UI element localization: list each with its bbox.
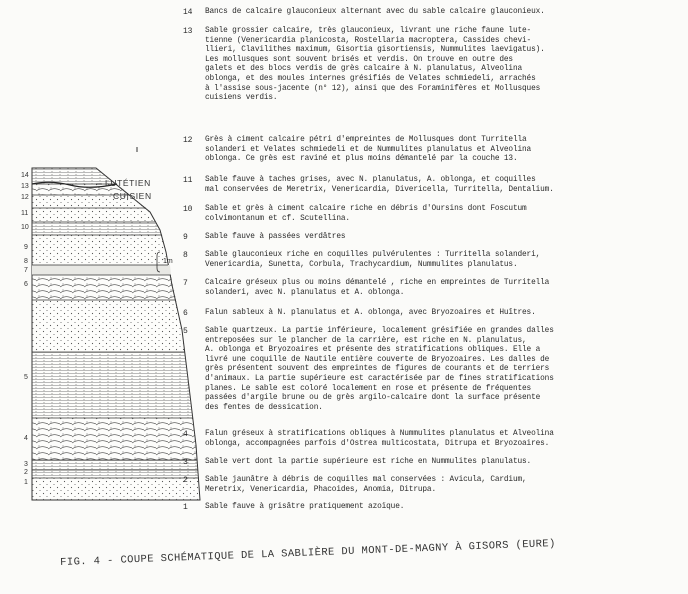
layer-2: [183, 476, 527, 495]
column-label-9: 9: [24, 244, 28, 251]
layer-number: 5: [183, 327, 188, 336]
layer-line: colvimontanum et cf. Scutellina.: [205, 214, 350, 223]
layer-line: grès présentent souvent des empreintes de figures de courants et de terriers: [205, 365, 550, 374]
column-label-4: 4: [24, 435, 28, 442]
layer-5: [183, 327, 554, 413]
layer-line: Les mollusques sont souvent brisés et verdis. On trouve en outre des: [205, 55, 513, 64]
layer-line: oblonga, accompagnées parfois d'Ostrea multicostata, Ditrupa et Bryozoaires.: [205, 439, 550, 448]
layer-line: passées d'argile brune ou de grès argilo-calcaire dont la surface présente: [205, 394, 541, 403]
layer-line: des fentes de dessication.: [205, 403, 323, 412]
layer-number: 2: [183, 476, 188, 485]
layer-line: Sable et grès à ciment calcaire riche en débris d'Oursins dont Foscutum: [205, 205, 527, 213]
column-label-14: 14: [21, 172, 29, 179]
layer-line: Venericardia, Sunetta, Corbula, Trachycardium, Nummulites planulatus.: [205, 260, 518, 269]
layer-number: 11: [183, 176, 193, 185]
layer-7: [183, 279, 550, 298]
layer-line: llieri, Clavilithes maximum, Gisortia gisortiensis, Nummulites laevigatus).: [205, 46, 545, 55]
layer-line: oblonga, et des moules internes grésifiés de Velates schmiedeli, arrachés: [205, 74, 536, 83]
layer-line: à l'assise sous-jacente (n° 12), ainsi que des Foraminifères et Mollusques: [205, 84, 541, 93]
layer-number: 14: [183, 8, 193, 17]
column-label-13: 13: [21, 183, 29, 190]
layer-line: Calcaire gréseux plus ou moins démantelé , riche en empreintes de Turritella: [205, 279, 550, 287]
stage-lutetien: LUTÉTIEN: [105, 178, 151, 188]
layer-11: [183, 176, 554, 195]
layer-line: oblonga. Ce grès est raviné et plus moins démantelé par la couche 13.: [205, 155, 518, 164]
layer-3: [183, 458, 532, 468]
scale-label: 1m: [163, 258, 173, 265]
layer-6: [183, 309, 536, 319]
layer-8: [183, 251, 541, 270]
layer-line: Bancs de calcaire glauconieux alternant avec du sable calcaire glauconieux.: [205, 8, 545, 16]
layer-line: d'animaux. La partie supérieure est caractérisée par de fines stratifications: [205, 374, 554, 383]
layer-line: galets et des blocs verdis de grès calcaire à N. planulatus, Alveolina: [205, 65, 523, 74]
layer-line: Sable glauconieux riche en coquilles pulvérulentes : Turritella solanderi,: [205, 251, 541, 259]
stage-cuisien: CUISIEN: [113, 191, 152, 201]
column-label-5: 5: [24, 374, 28, 381]
column-body: [32, 168, 200, 500]
layer-line: tienne (Venericardia planicosta, Rostellaria macroptera, Cassides chevi-: [205, 36, 532, 45]
layer-line: Sable fauve à grisâtre pratiquement azoïque.: [205, 503, 405, 511]
layer-number: 9: [183, 233, 188, 242]
layer-line: livré une coquille de Nautile entière couverte de Bryozoaires. Les dalles de: [205, 355, 550, 364]
layer-line: Grès à ciment calcaire pétri d'empreintes de Mollusques dont Turritella: [205, 136, 527, 144]
layer-number: 3: [183, 458, 188, 467]
layer-14: [183, 8, 545, 18]
column-label-10: 10: [21, 224, 29, 231]
layer-4: [183, 430, 554, 449]
layer-10: [183, 205, 527, 224]
layer-number: 7: [183, 279, 188, 288]
layer-line: mal conservées de Meretrix, Venericardia, Divericella, Turritella, Dentalium.: [205, 185, 554, 194]
layer-number: 6: [183, 309, 188, 318]
layer-line: Sable quartzeux. La partie inférieure, localement grésifiée en grandes dalles: [205, 327, 554, 335]
layer-line: entreposées sur le plancher de la carrière, est riche en N. planulatus,: [205, 336, 527, 345]
layer-line: cuisiens verdis.: [205, 94, 278, 103]
layer-12: [183, 136, 532, 165]
column-label-7: 7: [24, 267, 28, 274]
layer-line: Sable fauve à passées verdâtres: [205, 233, 346, 241]
layer-line: solanderi et Velates schmiedeli et de Nummulites planulatus et Alveolina: [205, 145, 532, 154]
layer-number: 12: [183, 136, 193, 145]
column-label-8: 8: [24, 258, 28, 265]
figure-caption: FIG. 4 - COUPE SCHÉMATIQUE DE LA SABLIÈRE DU MONT-DE-MAGNY À GISORS (EURE): [60, 537, 556, 569]
layer-number: 8: [183, 251, 188, 260]
layer-line: A. oblonga et Bryozoaires et présente des stratifications obliques. Elle a: [205, 346, 541, 355]
layer-line: Sable jaunâtre à débris de coquilles mal conservées : Avicula, Cardium,: [205, 476, 527, 484]
layer-1: [183, 503, 405, 513]
column-label-1: 1: [24, 479, 28, 486]
layer-line: Sable vert dont la partie supérieure est riche en Nummulites planulatus.: [205, 458, 532, 466]
layer-line: solanderi, avec N. planulatus et A. oblonga.: [205, 288, 405, 297]
layer-line: Sable grossier calcaire, très glauconieux, livrant une riche faune lute-: [205, 27, 532, 35]
layer-line: Falun sableux à N. planulatus et A. oblonga, avec Bryozoaires et Huîtres.: [205, 309, 536, 317]
column-label-12: 12: [21, 194, 29, 201]
column-label-11: 11: [21, 210, 29, 217]
column-label-3: 3: [24, 461, 28, 468]
column-label-6: 6: [24, 281, 28, 288]
layer-number: 1: [183, 503, 188, 512]
layer-line: Meretrix, Venericardia, Phacoides, Anomia, Ditrupa.: [205, 485, 436, 494]
layer-number: 10: [183, 205, 193, 214]
column-label-2: 2: [24, 469, 28, 476]
layer-line: planes. Le sable est coloré localement en rose et présente de fréquentes: [205, 384, 532, 393]
layer-line: Sable fauve à taches grises, avec N. planulatus, A. oblonga, et coquilles: [205, 176, 536, 184]
layer-number: 13: [183, 27, 193, 36]
layer-line: Falun gréseux à stratifications obliques à Nummulites planulatus et Alveolina: [205, 430, 554, 438]
layer-number: 4: [183, 430, 188, 439]
layer-13: [183, 27, 545, 104]
layer-9: [183, 233, 346, 243]
